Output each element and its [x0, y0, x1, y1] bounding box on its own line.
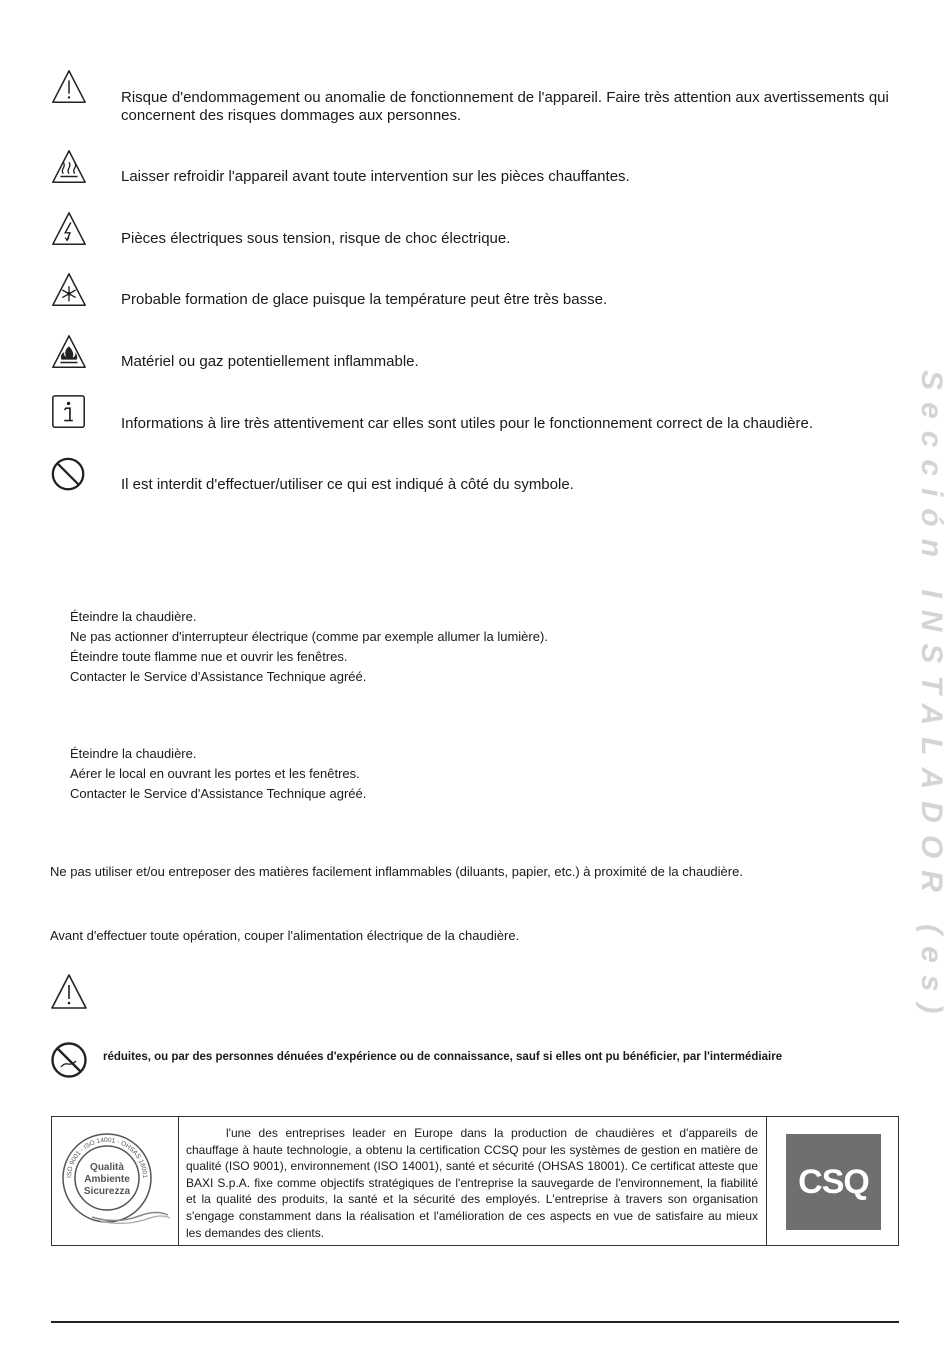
warning-triangle-icon — [49, 972, 89, 1012]
csq-logo-cell — [766, 1117, 899, 1245]
symbol-text-flammable: Matériel ou gaz potentiellement inflammable. — [121, 353, 419, 370]
list-item: Éteindre la chaudière. — [70, 609, 197, 624]
seal-line2: Ambiente — [84, 1174, 130, 1185]
side-section-title: Sección INSTALADOR (es) — [915, 370, 948, 1026]
symbol-text-hot-surface: Laisser refroidir l'appareil avant toute intervention sur les pièces chauffantes. — [121, 168, 630, 185]
flammable-note: Ne pas utiliser et/ou entreposer des matières facilement inflammables (diluants, papier, etc.) à proximité de la chaudière. — [50, 864, 743, 879]
symbol-text-electric: Pièces électriques sous tension, risque de choc électrique. — [121, 230, 511, 247]
flammable-icon — [50, 333, 88, 371]
prohibited-icon — [50, 456, 88, 494]
electric-shock-icon — [50, 210, 88, 248]
list-item: Aérer le local en ouvrant les portes et les fenêtres. — [70, 766, 360, 781]
seal-ring-text: ISO 9001 - ISO 14001 - OHSAS 18001 — [65, 1136, 149, 1179]
csq-logo: CSQ — [786, 1134, 881, 1230]
gas-smell-list — [70, 607, 548, 687]
quality-seal-logo — [52, 1117, 178, 1245]
list-item: Éteindre toute flamme nue et ouvrir les fenêtres. — [70, 649, 348, 664]
info-icon — [50, 393, 88, 431]
certification-body: l'une des entreprises leader en Europe dans la production de chaudières et d'appareils de chauffage à haute technologie, a obtenu la certification CCSQ pour les systèmes de gestion en matière de qualité (ISO 9001), environnement (ISO 14001), santé et sécurité (OHSAS 18001). Ce certificat atteste que BAXI S.p.A. fixe comme objectifs stratégiques de l'entreprise la sauvegarde de l'environnement, la fiabilité et la qualité des produits, la santé et la sécurité des employés. L'entreprise à travers son organisation s'engage constamment dans la réalisation et l'amélioration de ces aspects en vue de satisfaire au mieux les demandes des clients. — [186, 1126, 758, 1240]
hot-surface-icon — [50, 148, 88, 186]
seal-line3: Sicurezza — [83, 1186, 131, 1197]
symbol-text-ice: Probable formation de glace puisque la température peut être très basse. — [121, 291, 608, 308]
warning-triangle-icon — [50, 68, 88, 106]
child-use-warning-line: réduites, ou par des personnes dénuées d'expérience ou de connaissance, sauf si elles ont pu bénéficier, par l'intermédiaire — [103, 1051, 783, 1063]
seal-line1: Qualità — [90, 1162, 124, 1173]
power-note: Avant d'effectuer toute opération, couper l'alimentation électrique de la chaudière. — [50, 928, 520, 943]
symbol-text-info: Informations à lire très attentivement car elles sont utiles pour le fonctionnement correct de la chaudière. — [121, 415, 814, 432]
symbol-text-warning: Risque d'endommagement ou anomalie de fonctionnement de l'appareil. Faire très attention aux avertissements qui concernent des risques dommages aux personnes. — [121, 89, 889, 124]
prohibited-icon — [49, 1040, 89, 1080]
footer-divider — [51, 1321, 899, 1323]
symbol-text-prohibited: Il est interdit d'effectuer/utiliser ce qui est indiqué à côté du symbole. — [121, 476, 574, 493]
list-item: Ne pas actionner d'interrupteur électrique (comme par exemple allumer la lumière). — [70, 629, 548, 644]
certification-box — [51, 1116, 899, 1246]
fumes-smell-list — [70, 744, 366, 804]
certification-text — [186, 1125, 758, 1241]
list-item: Éteindre la chaudière. — [70, 746, 197, 761]
ice-snowflake-icon — [50, 271, 88, 309]
list-item: Contacter le Service d'Assistance Technique agréé. — [70, 786, 367, 801]
list-item: Contacter le Service d'Assistance Technique agréé. — [70, 669, 367, 684]
quality-seal-cell — [52, 1117, 179, 1245]
